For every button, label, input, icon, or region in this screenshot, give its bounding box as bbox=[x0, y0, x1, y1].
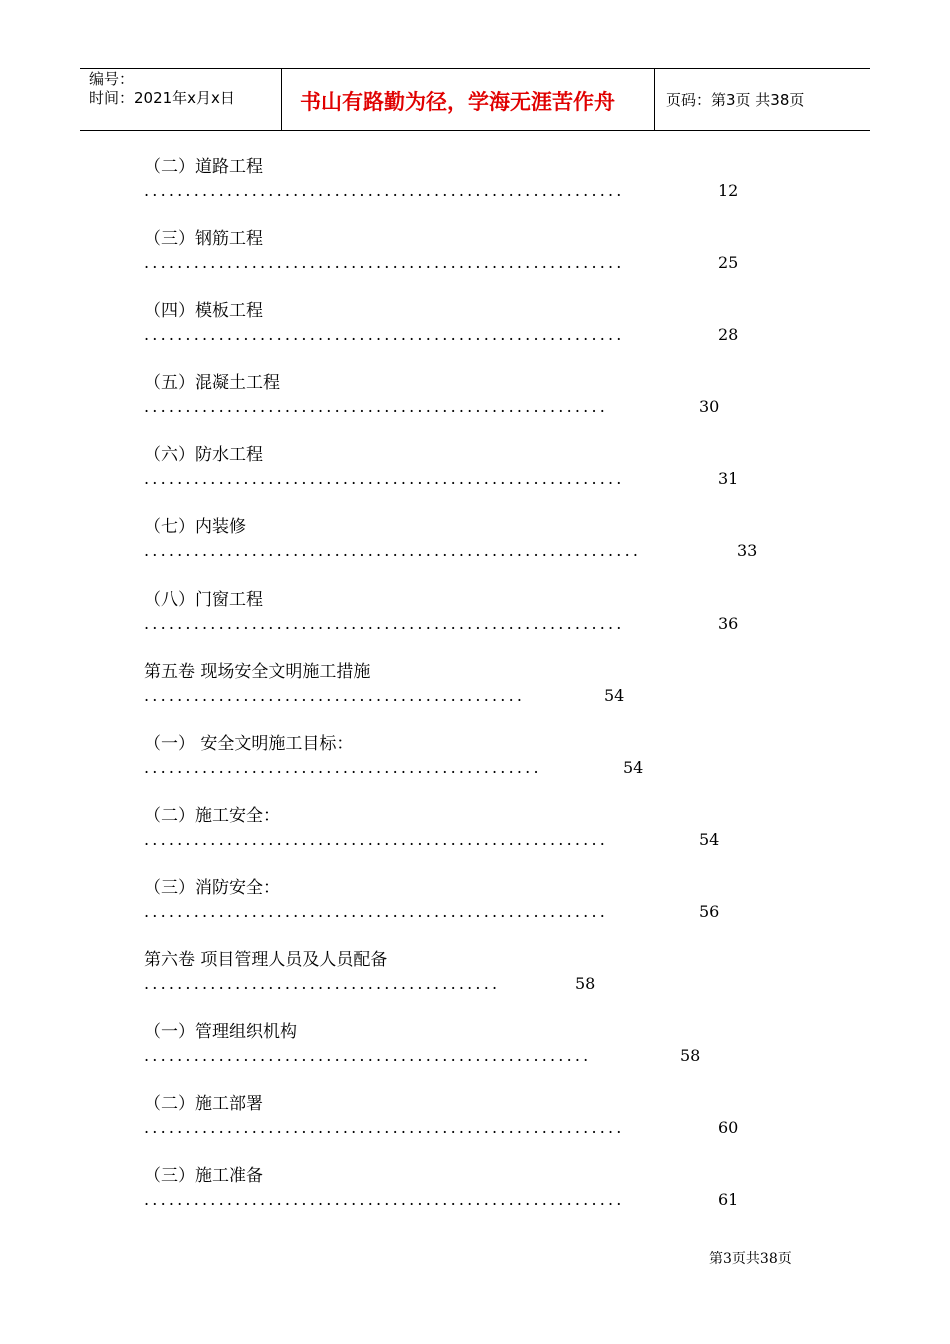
toc-entry-title: （一）管理组织机构 bbox=[144, 1022, 297, 1042]
toc-page-number: 54 bbox=[604, 686, 625, 705]
header-motto-cell bbox=[282, 69, 655, 130]
time-label: 时间：2021年x月x日 bbox=[89, 89, 235, 107]
toc-dot-leader: ............................................................ bbox=[144, 541, 642, 560]
toc-page-number: 36 bbox=[718, 614, 739, 633]
toc-entry-title: （二）道路工程 bbox=[144, 157, 263, 177]
toc-page-number: 54 bbox=[623, 758, 644, 777]
toc-entry-title: 第五卷 现场安全文明施工措施 bbox=[144, 662, 371, 682]
toc-entry-title: （三）钢筋工程 bbox=[144, 229, 263, 249]
toc-page-number: 30 bbox=[699, 397, 720, 416]
toc-entry-title: （四）模板工程 bbox=[144, 301, 263, 321]
toc-page-number: 12 bbox=[718, 181, 739, 200]
page-footer: 第3页共38页 bbox=[709, 1251, 792, 1267]
toc-entry-title: 第六卷 项目管理人员及人员配备 bbox=[144, 950, 388, 970]
header-page-label: 页码：第3页 共38页 bbox=[666, 91, 805, 109]
toc-entry-title: （三）消防安全： bbox=[144, 878, 280, 898]
toc-dot-leader: ........................................................ bbox=[144, 830, 609, 849]
toc-page-number: 56 bbox=[699, 902, 720, 921]
toc-dot-leader: ................................................ bbox=[144, 758, 542, 777]
toc-entry-title: （六）防水工程 bbox=[144, 445, 263, 465]
toc-entry-title: （三）施工准备 bbox=[144, 1166, 263, 1186]
toc-entry-title: （一） 安全文明施工目标： bbox=[144, 734, 354, 754]
number-label: 编号： bbox=[89, 70, 135, 88]
toc-dot-leader: .......................................................... bbox=[144, 1190, 625, 1209]
toc-page-number: 25 bbox=[718, 253, 739, 272]
toc-page-number: 58 bbox=[680, 1046, 701, 1065]
toc-page-number: 61 bbox=[718, 1190, 739, 1209]
motto-text: 书山有路勤为径，学海无涯苦作舟 bbox=[300, 90, 615, 114]
toc-dot-leader: .............................................. bbox=[144, 686, 526, 705]
toc-entry-title: （七）内装修 bbox=[144, 517, 246, 537]
toc-dot-leader: .......................................................... bbox=[144, 614, 625, 633]
toc-entry-title: （二）施工安全： bbox=[144, 806, 280, 826]
toc-dot-leader: ........................................................ bbox=[144, 397, 609, 416]
toc-dot-leader: ........................................................ bbox=[144, 902, 609, 921]
toc-entry-title: （八）门窗工程 bbox=[144, 590, 263, 610]
toc-entry-title: （二）施工部署 bbox=[144, 1094, 263, 1114]
toc-dot-leader: .......................................................... bbox=[144, 253, 625, 272]
toc-dot-leader: ...................................................... bbox=[144, 1046, 592, 1065]
toc-dot-leader: .......................................................... bbox=[144, 181, 625, 200]
toc-page-number: 54 bbox=[699, 830, 720, 849]
toc-page-number: 31 bbox=[718, 469, 739, 488]
page-header bbox=[80, 68, 870, 131]
header-page-cell bbox=[655, 69, 870, 130]
toc-page-number: 28 bbox=[718, 325, 739, 344]
header-info-cell bbox=[80, 69, 282, 130]
toc-entry-title: （五）混凝土工程 bbox=[144, 373, 280, 393]
toc-dot-leader: .......................................................... bbox=[144, 325, 625, 344]
toc-page-number: 33 bbox=[737, 541, 758, 560]
toc-dot-leader: .......................................................... bbox=[144, 1118, 625, 1137]
toc-dot-leader: ........................................... bbox=[144, 974, 501, 993]
toc-dot-leader: .......................................................... bbox=[144, 469, 625, 488]
toc-page-number: 58 bbox=[575, 974, 596, 993]
toc-page-number: 60 bbox=[718, 1118, 739, 1137]
